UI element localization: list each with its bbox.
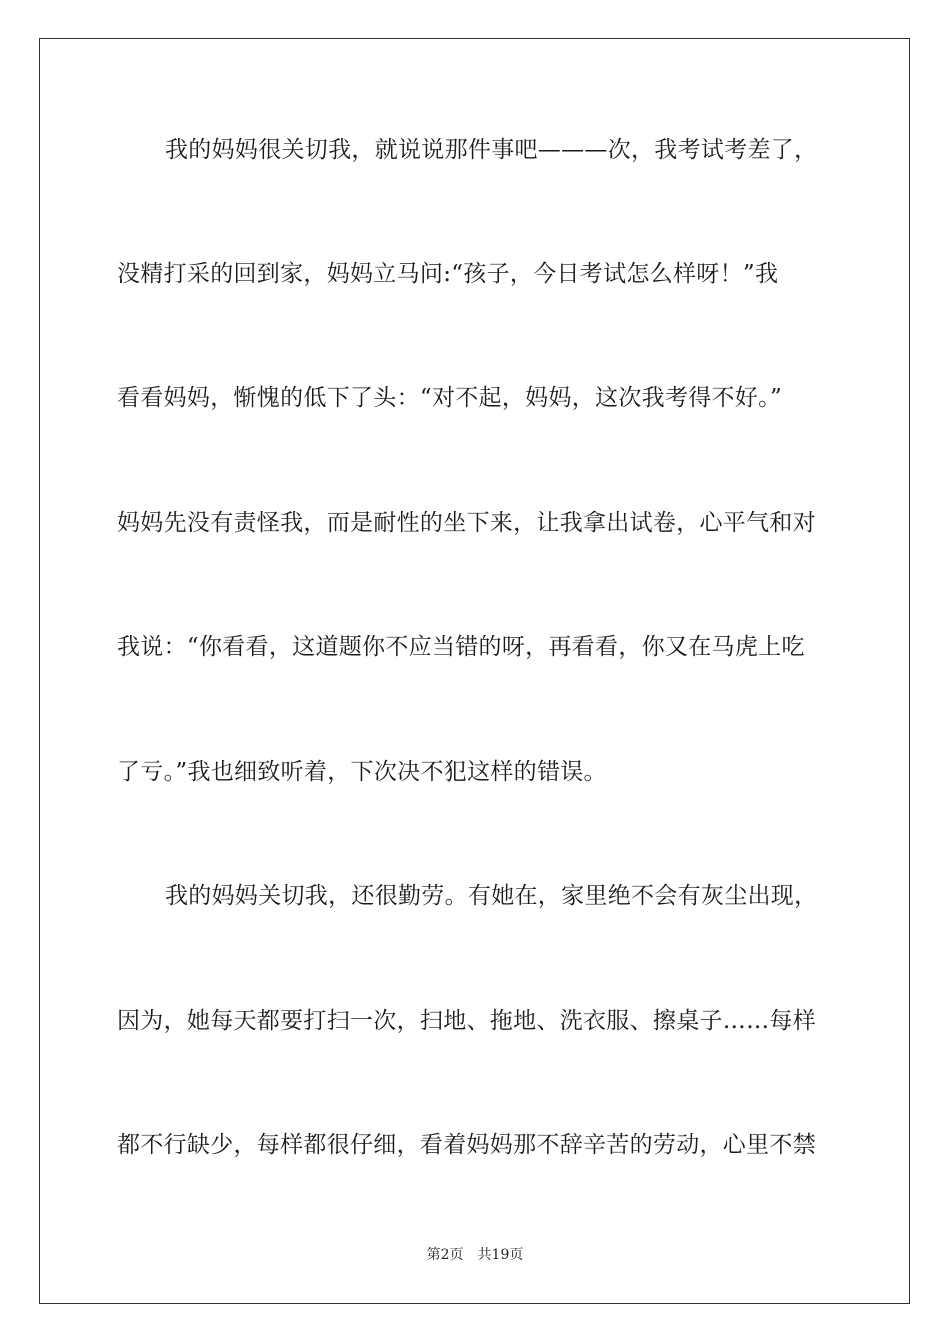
text-line-7: 我的妈妈关切我，还很勤劳。有她在，家里绝不会有灰尘出现， [165,883,818,909]
page-number-total: 共19页 [477,1247,524,1263]
text-line-9: 都不行缺少，每样都很仔细，看着妈妈那不辞辛苦的劳动，心里不禁 [117,1132,816,1158]
text-line-2: 没精打采的回到家，妈妈立马问:“孩子，今日考试怎么样呀！”我 [117,261,779,287]
text-line-4: 妈妈先没有责怪我，而是耐性的坐下来，让我拿出试卷，心平气和对 [117,510,816,536]
text-line-5: 我说：“你看看，这道题你不应当错的呀，再看看，你又在马虎上吃 [117,634,805,660]
text-line-3: 看看妈妈，惭愧的低下了头：“对不起，妈妈，这次我考得不好。” [117,385,783,411]
page-number-current: 第2页 [426,1247,464,1263]
text-line-8: 因为，她每天都要打扫一次，扫地、拖地、洗衣服、擦桌子……每样 [117,1008,816,1034]
text-line-1: 我的妈妈很关切我，就说说那件事吧———次，我考试考差了， [165,137,818,163]
text-line-6: 了亏。”我也细致听着，下次决不犯这样的错误。 [117,759,607,785]
page-border [39,38,910,1304]
page-footer [0,1246,950,1264]
